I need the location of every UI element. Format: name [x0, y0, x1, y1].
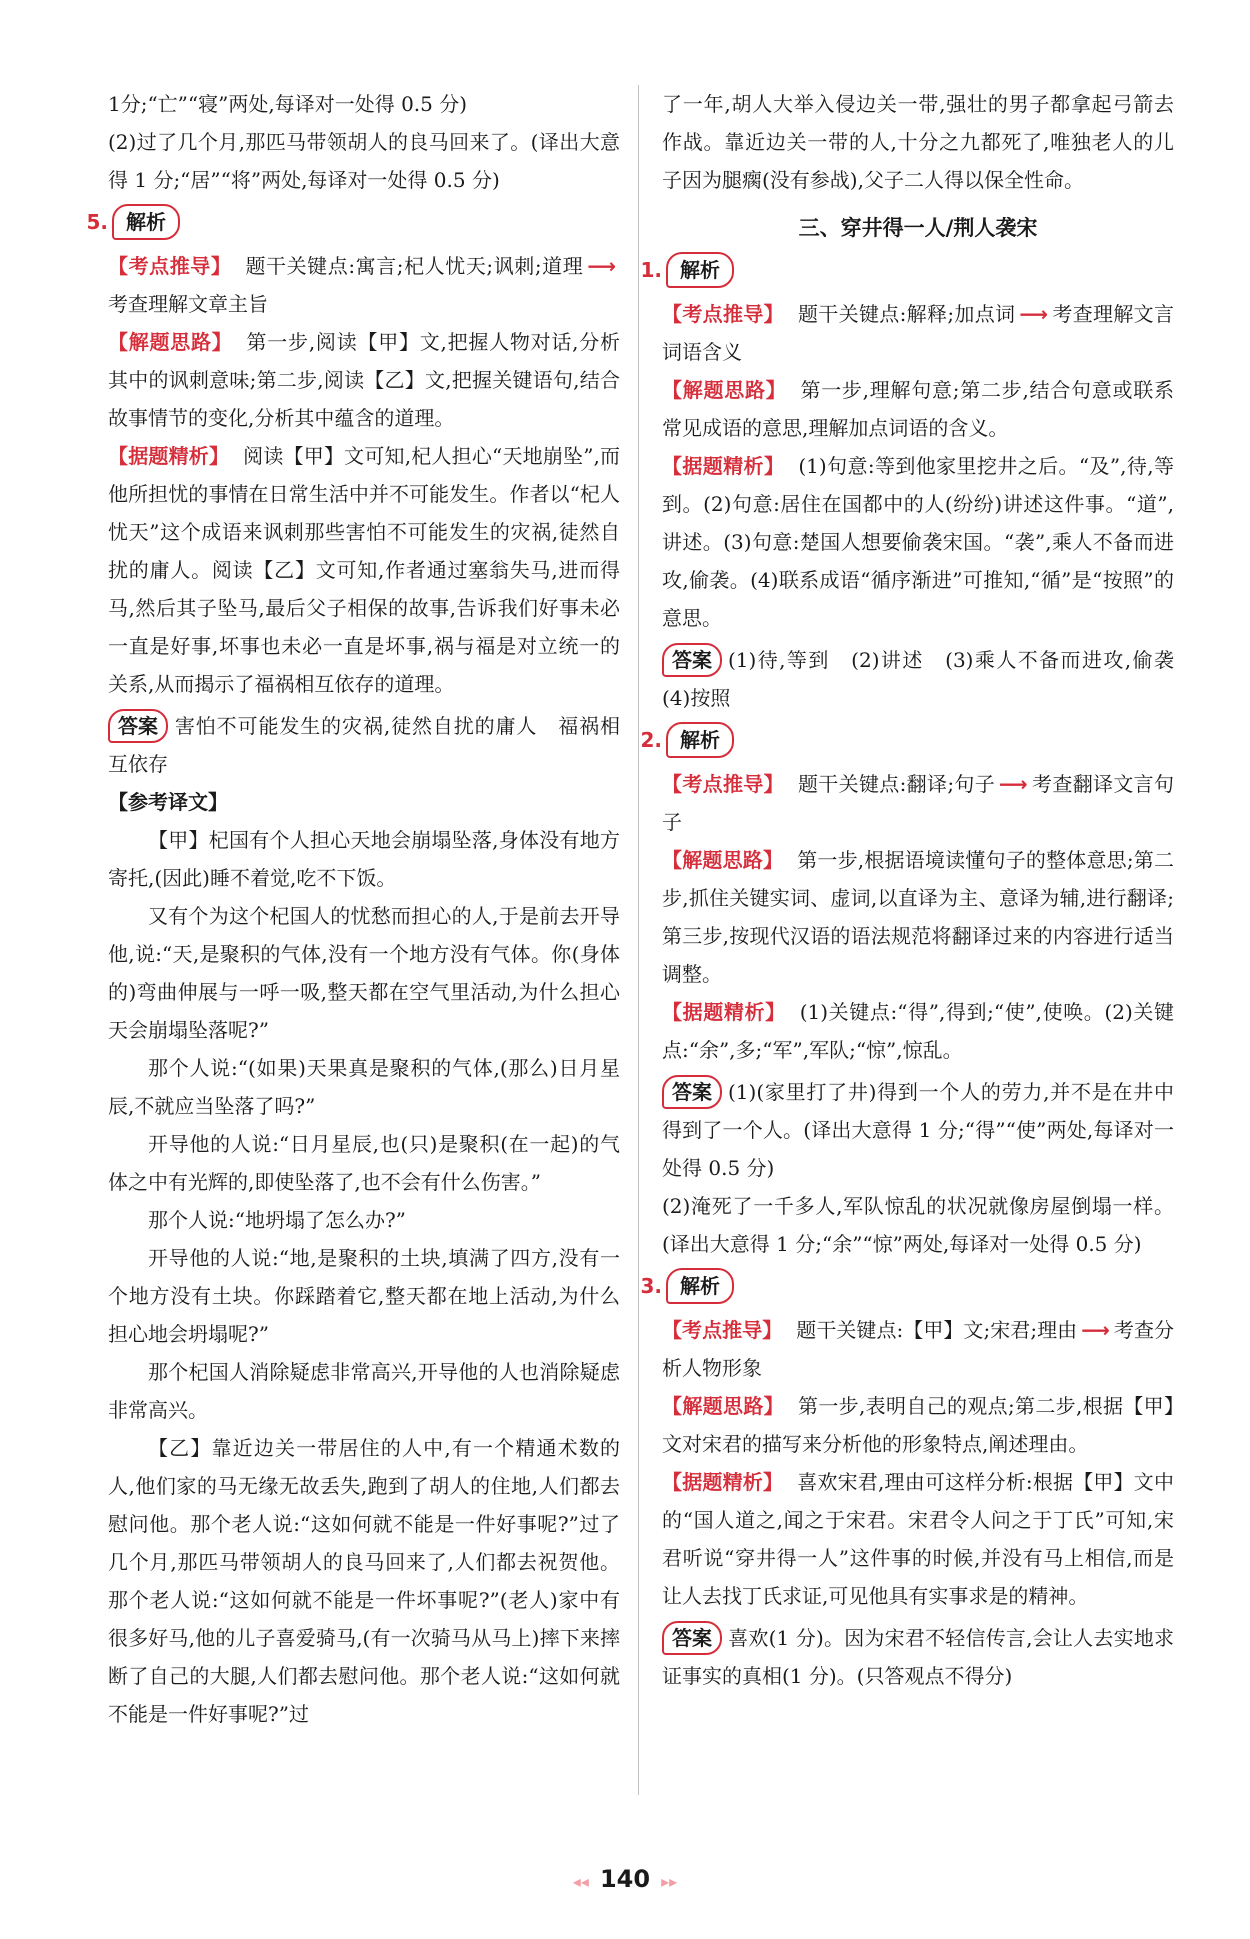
analysis-label: 解析	[666, 1268, 734, 1304]
arrow-icon: ⟶	[1019, 302, 1049, 326]
answer: 答案 (1)待,等到 (2)讲述 (3)乘人不备而进攻,偷袭 (4)按照	[662, 641, 1174, 717]
page-footer	[0, 1865, 1250, 1893]
question-3-header	[640, 1267, 1174, 1305]
analysis-label: 解析	[666, 252, 734, 288]
key-point: 【考点推导】 题干关键点:解释;加点词 ⟶ 考查理解文言词语含义	[662, 302, 1175, 364]
analysis-label: 解析	[666, 722, 734, 758]
question-1-header	[640, 251, 1174, 289]
right-column	[640, 85, 1194, 1695]
translation-paragraph: 开导他的人说:“日月星辰,也(只)是聚积(在一起)的气体之中有光辉的,即使坠落了,也不会有什么伤害。”	[108, 1132, 620, 1194]
answer-label: 答案	[662, 1621, 722, 1655]
arrow-icon: ⟶	[587, 254, 617, 278]
translation-paragraph: 那个杞国人消除疑虑非常高兴,开导他的人也消除疑虑非常高兴。	[108, 1360, 620, 1422]
answer-continued: (2)淹死了一千多人,军队惊乱的状况就像房屋倒塌一样。(译出大意得 1 分;“余”“惊”两处,每译对一处得 0.5 分)	[662, 1194, 1174, 1256]
translation-continued: 了一年,胡人大举入侵边关一带,强壮的男子都拿起弓箭去作战。靠近边关一带的人,十分之九都死了,唯独老人的儿子因为腿瘸(没有参战),父子二人得以保全性命。	[662, 92, 1174, 192]
right-arrows-icon: ▸▸	[661, 1872, 678, 1891]
analysis-label: 解析	[112, 204, 180, 240]
solution-idea: 【解题思路】 第一步,根据语境读懂句子的整体意思;第二步,抓住关键实词、虚词,以直译为主、意译为辅,进行翻译;第三步,按现代汉语的语法规范将翻译过来的内容进行适当调整。	[662, 848, 1174, 986]
text-line: (2)过了几个月,那匹马带领胡人的良马回来了。(译出大意得 1 分;“居”“将”两处,每译对一处得 0.5 分)	[108, 130, 620, 192]
precise-analysis: 【据题精析】 (1)句意:等到他家里挖井之后。“及”,待,等到。(2)句意:居住在国都中的人(纷纷)讲述这件事。“道”,讲述。(3)句意:楚国人想要偷袭宋国。“袭”,乘人不备而进攻,偷袭。(4)联系成语“循序渐进”可推知,“循”是“按照”的意思。	[662, 454, 1174, 630]
reference-translation-title: 【参考译文】	[108, 790, 228, 814]
question-number: 2.	[640, 728, 662, 752]
translation-paragraph: 【乙】靠近边关一带居住的人中,有一个精通术数的人,他们家的马无缘无故丢失,跑到了胡人的住地,人们都去慰问他。那个老人说:“这如何就不能是一件好事呢?”过了几个月,那匹马带领胡人的良马回来了,人们都去祝贺他。那个老人说:“这如何就不能是一件坏事呢?”(老人)家中有很多好马,他的儿子喜爱骑马,(有一次骑马从马上)摔下来摔断了自己的大腿,人们都去慰问他。那个老人说:“这如何就不能是一件好事呢?”过	[108, 1436, 620, 1726]
left-arrows-icon: ◂◂	[572, 1872, 589, 1891]
left-column	[86, 85, 621, 1733]
precise-analysis: 【据题精析】 喜欢宋君,理由可这样分析:根据【甲】文中的“国人道之,闻之于宋君。宋君令人问之于丁氏”可知,宋君听说“穿井得一人”这件事的时候,并没有马上相信,而是让人去找丁氏求证,可见他具有实事求是的精神。	[662, 1470, 1174, 1608]
question-number: 5.	[86, 210, 108, 234]
section-title: 三、穿井得一人/荆人袭宋	[798, 216, 1038, 240]
column-divider	[638, 85, 639, 1795]
question-5-header	[86, 203, 620, 241]
arrow-icon: ⟶	[999, 772, 1028, 796]
solution-idea: 【解题思路】 第一步,理解句意;第二步,结合句意或联系常见成语的意思,理解加点词语的含义。	[662, 378, 1175, 440]
key-point: 【考点推导】 题干关键点:翻译;句子 ⟶ 考查翻译文言句子	[662, 772, 1175, 834]
answer: 答案 喜欢(1 分)。因为宋君不轻信传言,会让人去实地求证事实的真相(1 分)。(只答观点不得分)	[662, 1619, 1174, 1695]
precise-analysis: 【据题精析】 (1)关键点:“得”,得到;“使”,使唤。(2)关键点:“余”,多;“军”,军队;“惊”,惊乱。	[662, 1000, 1175, 1062]
text-line: 1分;“亡”“寝”两处,每译对一处得 0.5 分)	[108, 92, 468, 116]
page-number: 140	[599, 1865, 651, 1893]
translation-paragraph: 开导他的人说:“地,是聚积的土块,填满了四方,没有一个地方没有土块。你踩踏着它,整天都在地上活动,为什么担心地会坍塌呢?”	[108, 1246, 620, 1346]
solution-idea: 【解题思路】 第一步,阅读【甲】文,把握人物对话,分析其中的讽刺意味;第二步,阅读【乙】文,把握关键语句,结合故事情节的变化,分析其中蕴含的道理。	[108, 330, 620, 430]
precise-analysis: 【据题精析】 阅读【甲】文可知,杞人担心“天地崩坠”,而他所担忧的事情在日常生活中并不可能发生。作者以“杞人忧天”这个成语来讽刺那些害怕不可能发生的灾祸,徒然自扰的庸人。阅读【乙】文可知,作者通过塞翁失马,进而得马,然后其子坠马,最后父子相保的故事,告诉我们好事未必一直是好事,坏事也未必一直是坏事,祸与福是对立统一的关系,从而揭示了福祸相互依存的道理。	[108, 444, 621, 696]
question-number: 3.	[640, 1274, 662, 1298]
answer-label: 答案	[662, 643, 722, 677]
translation-paragraph: 又有个为这个杞国人的忧愁而担心的人,于是前去开导他,说:“天,是聚积的气体,没有一个地方没有气体。你(身体的)弯曲伸展与一呼一吸,整天都在空气里活动,为什么担心天会崩塌坠落呢?”	[108, 904, 620, 1042]
question-number: 1.	[640, 258, 662, 282]
key-point: 【考点推导】 题干关键点:寓言;杞人忧天;讽刺;道理 ⟶考查理解文章主旨	[108, 254, 617, 316]
answer-label: 答案	[662, 1075, 722, 1109]
translation-paragraph: 那个人说:“地坍塌了怎么办?”	[148, 1208, 406, 1232]
answer-label: 答案	[108, 709, 168, 743]
question-2-header	[640, 721, 1174, 759]
translation-paragraph: 【甲】杞国有个人担心天地会崩塌坠落,身体没有地方寄托,(因此)睡不着觉,吃不下饭。	[108, 828, 620, 890]
answer: 答案 害怕不可能发生的灾祸,徒然自扰的庸人 福祸相互依存	[108, 707, 620, 783]
arrow-icon: ⟶	[1081, 1318, 1110, 1342]
solution-idea: 【解题思路】 第一步,表明自己的观点;第二步,根据【甲】文对宋君的描写来分析他的形象特点,阐述理由。	[662, 1394, 1175, 1456]
answer: 答案 (1)(家里打了井)得到一个人的劳力,并不是在井中得到了一个人。(译出大意得 1 分;“得”“使”两处,每译对一处得 0.5 分)	[662, 1073, 1174, 1187]
translation-paragraph: 那个人说:“(如果)天果真是聚积的气体,(那么)日月星辰,不就应当坠落了吗?”	[108, 1056, 620, 1118]
key-point: 【考点推导】 题干关键点:【甲】文;宋君;理由 ⟶ 考查分析人物形象	[662, 1318, 1175, 1380]
